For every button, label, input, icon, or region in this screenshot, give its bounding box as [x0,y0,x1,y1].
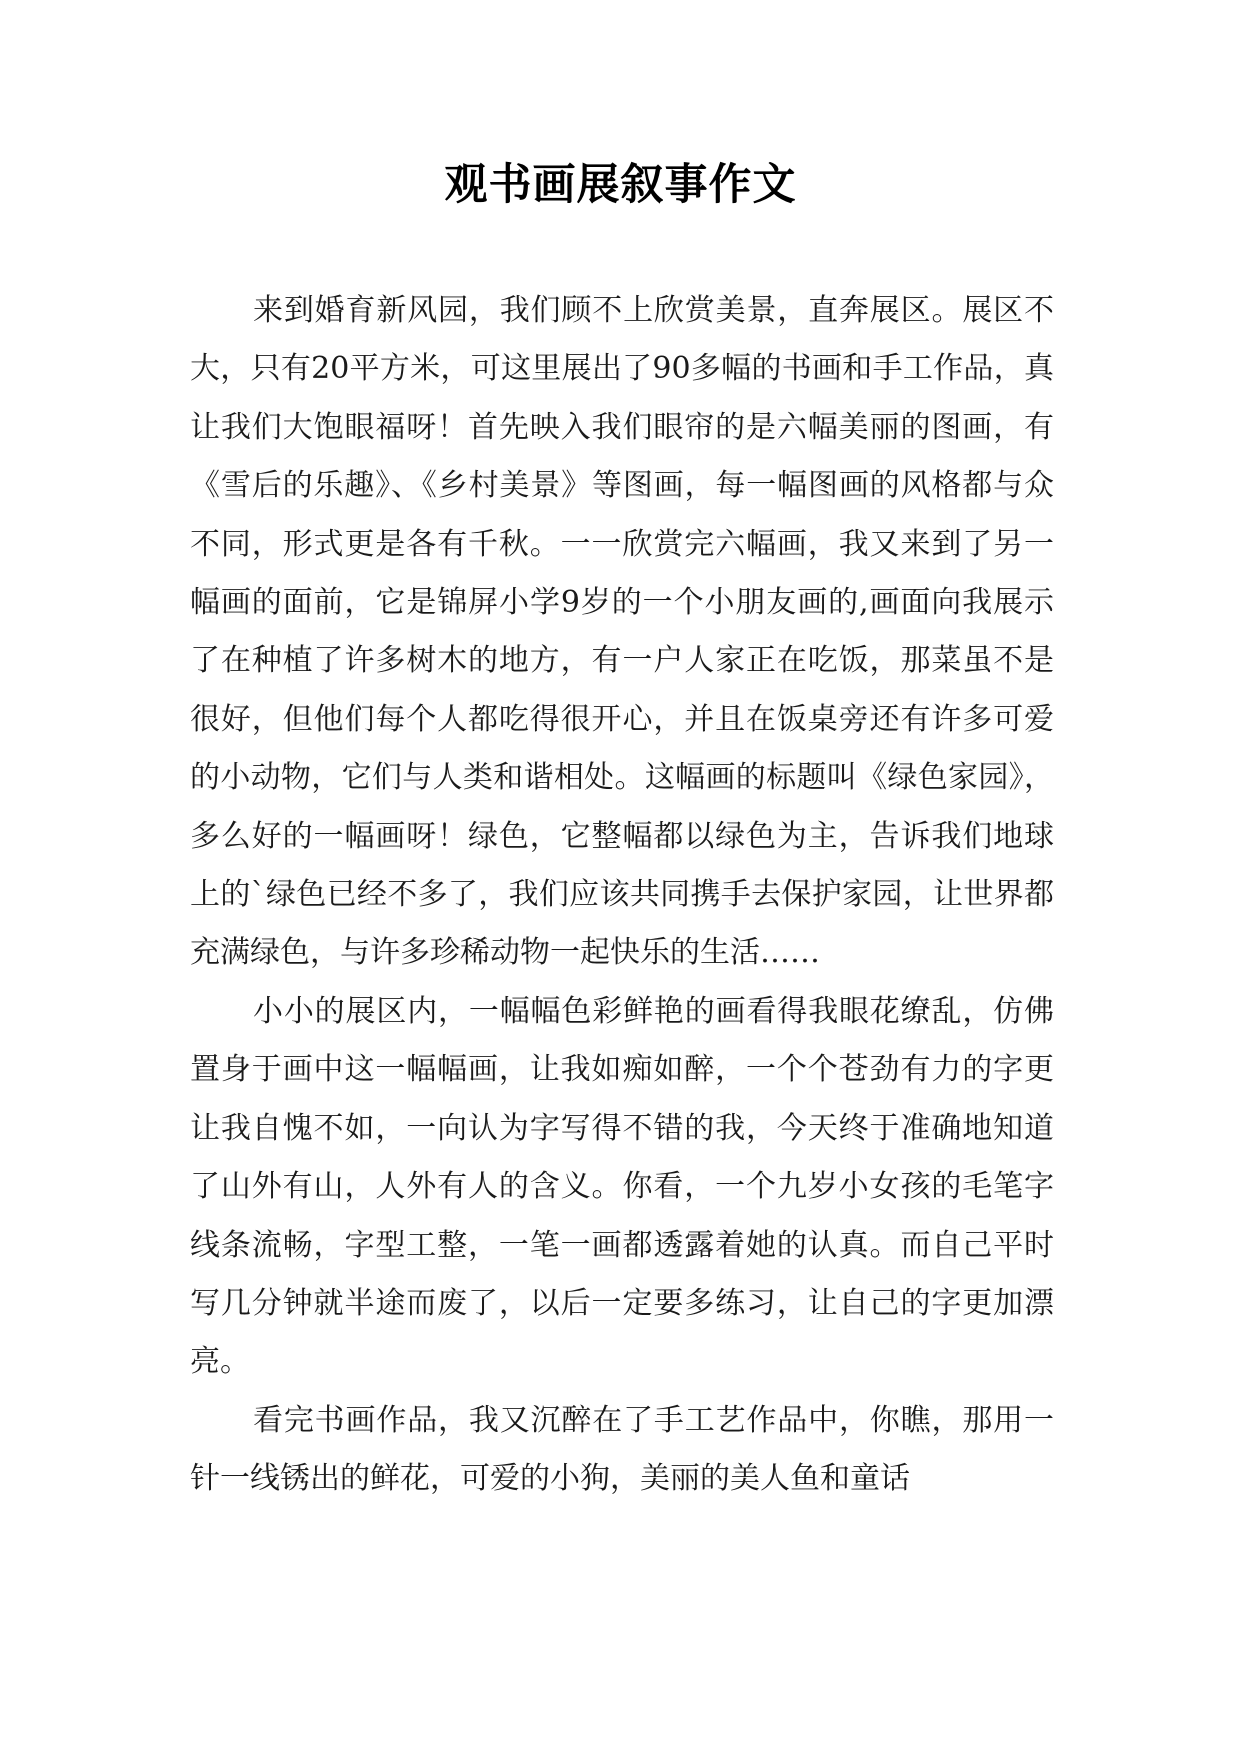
paragraph-3: 看完书画作品，我又沉醉在了手工艺作品中，你瞧，那用一针一线锈出的鲜花，可爱的小狗，美丽的美人鱼和童话 [190,1402,1054,1497]
document-body [190,282,1054,1509]
document-title: 观书画展叙事作文 [444,160,797,210]
paragraph-1: 来到婚育新风园，我们顾不上欣赏美景，直奔展区。展区不大，只有20平方米，可这里展出了90多幅的书画和手工作品，真让我们大饱眼福呀！首先映入我们眼帘的是六幅美丽的图画，有《雪后的乐趣》、《乡村美景》等图画，每一幅图画的风格都与众不同，形式更是各有千秋。一一欣赏完六幅画，我又来到了另一幅画的面前，它是锦屏小学9岁的一个小朋友画的,画面向我展示了在种植了许多树木的地方，有一户人家正在吃饭，那菜虽不是很好，但他们每个人都吃得很开心，并且在饭桌旁还有许多可爱的小动物，它们与人类和谐相处。这幅画的标题叫《绿色家园》，多么好的一幅画呀！绿色，它整幅都以绿色为主，告诉我们地球上的`绿色已经不多了，我们应该共同携手去保护家园，让世界都充满绿色，与许多珍稀动物一起快乐的生活…… [190,293,1054,971]
paragraph-2: 小小的展区内，一幅幅色彩鲜艳的画看得我眼花缭乱，仿佛置身于画中这一幅幅画，让我如痴如醉，一个个苍劲有力的字更让我自愧不如，一向认为字写得不错的我，今天终于准确地知道了山外有山，人外有人的含义。你看，一个九岁小女孩的毛笔字线条流畅，字型工整，一笔一画都透露着她的认真。而自己平时写几分钟就半途而废了，以后一定要多练习，让自己的字更加漂亮。 [190,993,1054,1380]
